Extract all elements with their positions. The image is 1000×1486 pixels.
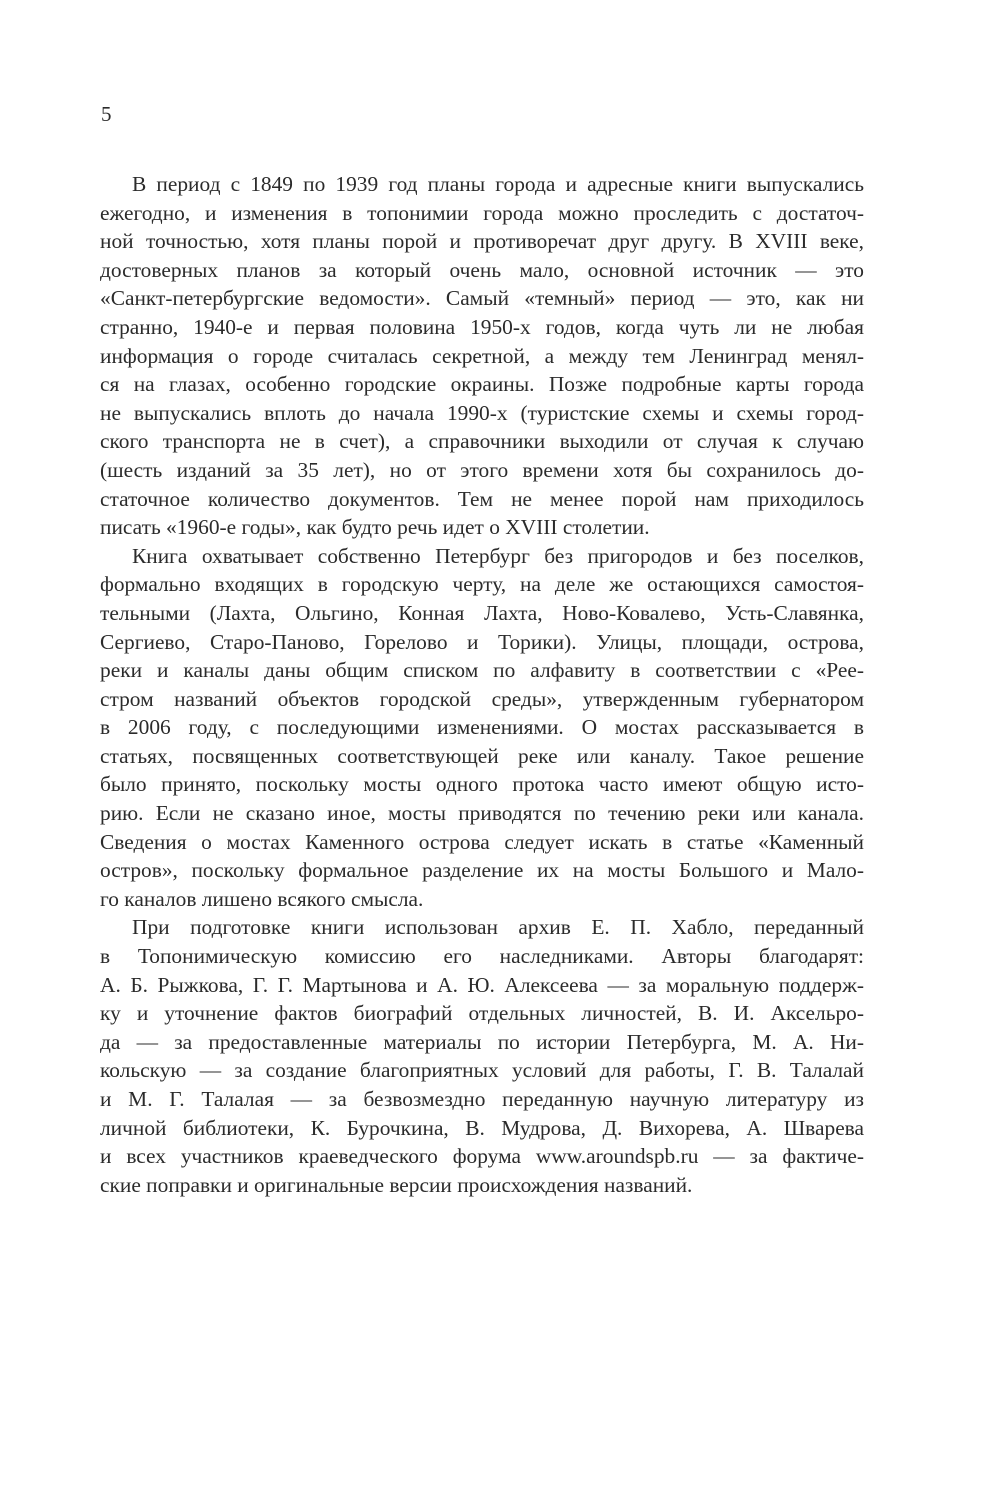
text-line: было принято, поскольку мосты одного протока часто имеют общую исто- <box>100 772 864 797</box>
text-line: ского транспорта не в счет), а справочники выходили от случая к случаю <box>100 429 864 454</box>
text-line: информация о городе считалась секретной, а между тем Ленинград менял- <box>100 343 864 368</box>
text-line: и М. Г. Талалая — за безвозмездно переданную научную литературу из <box>100 1087 864 1111</box>
text-line: А. Б. Рыжкова, Г. Г. Мартынова и А. Ю. Алексеева — за моральную поддерж- <box>100 972 864 997</box>
text-line: да — за предоставленные материалы по истории Петербурга, М. А. Ни- <box>100 1029 864 1054</box>
text-line: Книга охватывает собственно Петербург без пригородов и без поселков, <box>132 543 864 568</box>
text-line: ной точностью, хотя планы порой и противоречат друг другу. В XVIII веке, <box>100 229 864 254</box>
text-line: Сведения о мостах Каменного острова следует искать в статье «Каменный <box>100 829 864 854</box>
text-line: формально входящих в городскую черту, на деле же остающихся самостоя- <box>100 572 864 597</box>
text-line: реки и каналы даны общим списком по алфавиту в соответствии с «Рее- <box>100 658 864 683</box>
text-line: го каналов лишено всякого смысла. <box>100 886 424 911</box>
text-line: тельными (Лахта, Ольгино, Конная Лахта, Ново-Ковалево, Усть-Славянка, <box>100 600 864 625</box>
text-line: статочное количество документов. Тем не менее порой нам приходилось <box>100 486 864 511</box>
body-text <box>100 170 864 1199</box>
text-line: статьях, посвященных соответствующей реке или каналу. Такое решение <box>100 743 864 768</box>
paragraph-book-scope <box>100 542 864 914</box>
text-line: личной библиотеки, К. Бурочкина, В. Мудрова, Д. Вихорева, А. Шварева <box>100 1115 864 1140</box>
text-line: (шесть изданий за 35 лет), но от этого времени хотя бы сохранилось до- <box>100 457 864 482</box>
text-line: ку и уточнение фактов биографий отдельных личностей, В. И. Аксельро- <box>100 1001 864 1026</box>
page-number: 5 <box>101 102 112 126</box>
text-line: Сергиево, Старо-Паново, Горелово и Торики). Улицы, площади, острова, <box>100 629 864 654</box>
text-line: ежегодно, и изменения в топонимии города можно проследить с достаточ- <box>100 200 864 225</box>
text-line: достоверных планов за который очень мало, основной источник — это <box>100 257 864 282</box>
text-line: и всех участников краеведческого форума www.aroundspb.ru — за фактиче- <box>100 1144 864 1169</box>
text-line: не выпускались вплоть до начала 1990-х (туристские схемы и схемы город- <box>100 400 864 425</box>
text-line: При подготовке книги использован архив Е. П. Хабло, переданный <box>132 915 864 940</box>
text-line: писать «1960-е годы», как будто речь идет о XVIII столетии. <box>100 515 650 540</box>
text-line: остров», поскольку формальное разделение их на мосты Большого и Мало- <box>100 858 864 883</box>
text-line: ся на глазах, особенно городские окраины. Позже подробные карты города <box>100 372 864 397</box>
text-line: «Санкт-петербургские ведомости». Самый «темный» период — это, как ни <box>100 286 864 311</box>
text-line: рию. Если не сказано иное, мосты приводятся по течению реки или канала. <box>100 801 864 826</box>
text-line: в Топонимическую комиссию его наследниками. Авторы благодарят: <box>100 944 864 969</box>
text-line: странно, 1940-е и первая половина 1950-х годов, когда чуть ли не любая <box>100 314 864 339</box>
text-line: стром названий объектов городской среды», утвержденным губернатором <box>100 686 864 711</box>
text-line: в 2006 году, с последующими изменениями. О мостах рассказывается в <box>100 715 864 740</box>
text-line: ские поправки и оригинальные версии происхождения названий. <box>100 1172 693 1197</box>
paragraph-acknowledgements <box>100 913 864 1199</box>
paragraph-period-sources <box>100 170 864 542</box>
text-line: кольскую — за создание благоприятных условий для работы, Г. В. Талалай <box>100 1058 864 1083</box>
text-line: В период с 1849 по 1939 год планы города и адресные книги выпускались <box>132 172 864 196</box>
